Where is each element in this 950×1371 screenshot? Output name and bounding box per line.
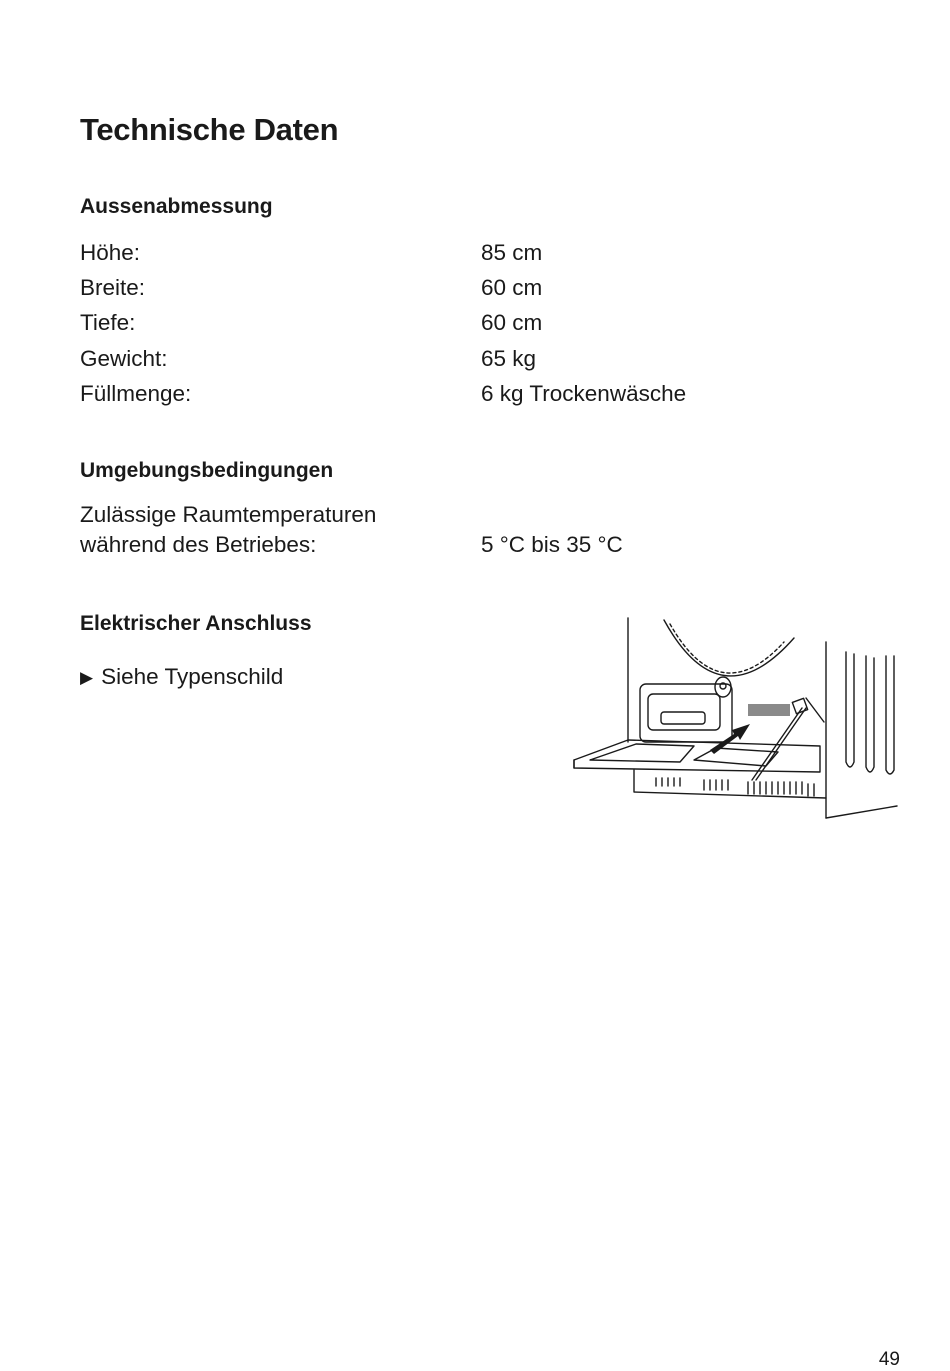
environment-value: 5 °C bis 35 °C [481,532,623,557]
spec-value: 65 kg [481,345,537,371]
spec-value: 60 cm [481,310,543,336]
environment-label-line1: Zulässige Raumtemperaturen [80,502,377,527]
section-heading-dimensions: Aussenabmessung [80,195,273,218]
environment-block [80,500,623,560]
page-number: 49 [878,1349,900,1370]
dryer-rating-plate-illustration [570,612,905,824]
triangle-right-icon: ▶ [80,668,94,687]
section-heading-environment: Umgebungsbedingungen [80,459,334,482]
environment-label-line2: während des Betriebes: [80,532,317,557]
spec-label: Höhe: [80,240,141,265]
spec-label: Gewicht: [80,345,168,371]
spec-value: 85 cm [481,240,543,265]
page-title: Technische Daten [80,112,339,147]
bullet-text: Siehe Typenschild [101,664,284,689]
bullet-item [80,660,283,695]
spec-label: Tiefe: [80,310,136,336]
spec-value: 60 cm [481,275,543,301]
section-heading-electrical: Elektrischer Anschluss [80,612,312,635]
spec-value: 6 kg Trockenwäsche [481,380,687,406]
spec-label: Breite: [80,275,146,301]
rating-plate-mark [748,704,790,716]
spec-label: Füllmenge: [80,380,192,406]
